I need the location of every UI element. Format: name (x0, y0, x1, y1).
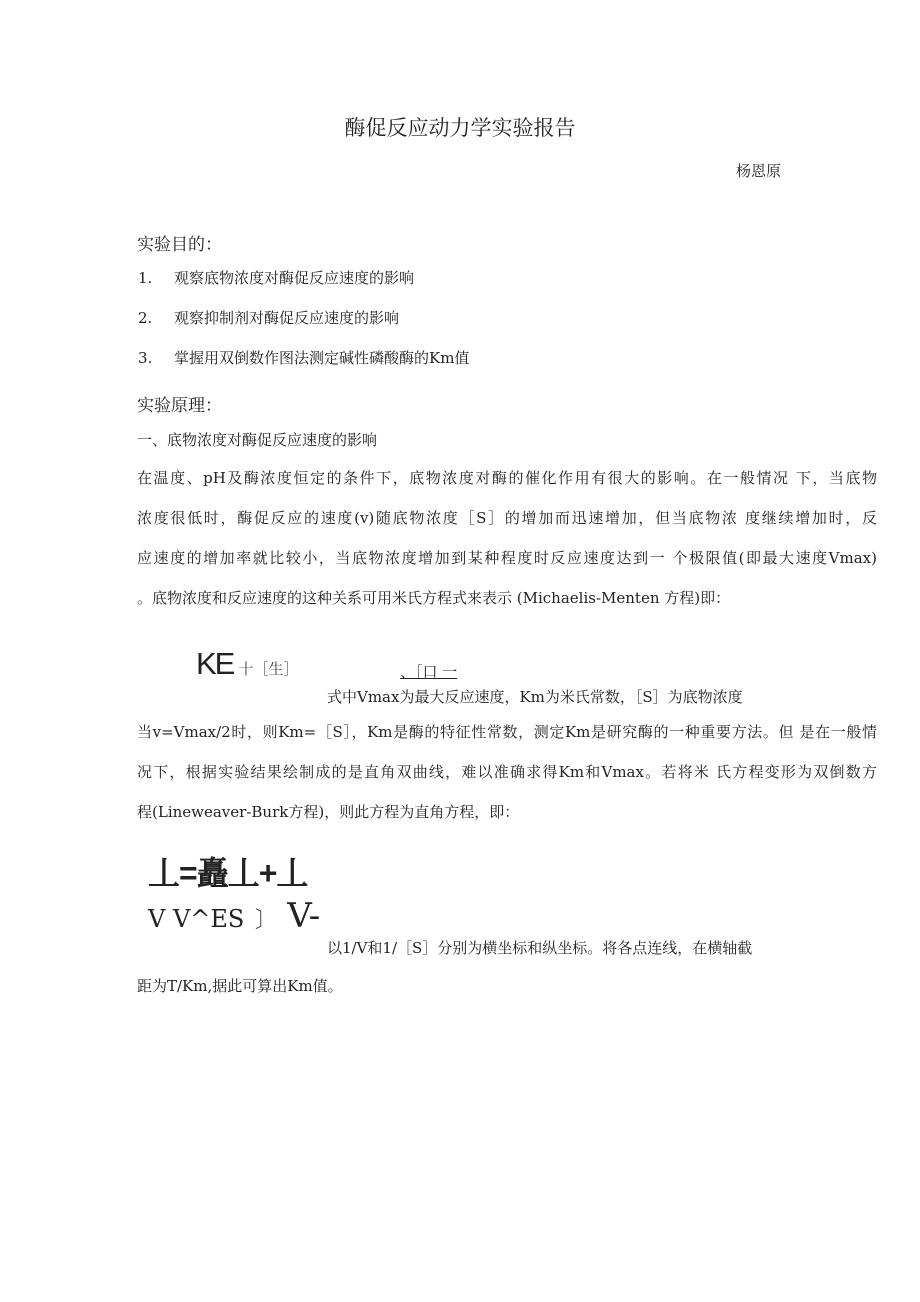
formula-denominators: V V^ES (148, 905, 245, 933)
purpose-item (138, 307, 399, 328)
principle-paragraph-2 (137, 712, 877, 832)
item-number: 2. (138, 309, 153, 327)
formula-term-substrate: 十［生］ (238, 660, 299, 678)
paragraph-line: 在温度、pH及酶浓度恒定的条件下，底物浓度对酶的催化作用有很大的影响。在一般情况 下，当底物 (137, 469, 877, 487)
paragraph-line: 。底物浓度和反应速度的这种关系可用米氏方程式来表示 (Michaelis-Menten 方程)即： (137, 589, 731, 607)
formula-caption: 式中Vmax为最大反应速度，Km为米氏常数，［S］为底物浓度 (327, 688, 743, 706)
paragraph-line: 浓度很低时，酶促反应的速度(v)随底物浓度［S］的增加而迅速增加，但当底物浓 度继续增加时，反 (137, 509, 877, 527)
paragraph-line: 程(Lineweaver-Burk方程)，则此方程为直角方程，即： (137, 803, 520, 821)
purpose-item (138, 347, 469, 368)
paragraph-line: 当v=Vmax/2时，则Km=［S］，Km是酶的特征性常数，测定Km是研究酶的一种重要方法。但 是在一般情 (137, 723, 877, 741)
author-name: 杨恩原 (736, 162, 782, 180)
item-text: 观察底物浓度对酶促反应速度的影响 (174, 269, 415, 287)
michaelis-menten-formula (196, 646, 298, 682)
plot-explanation-line: 以1/V和1/［S］分别为横坐标和纵坐标。将各点连线，在横轴截 (327, 939, 753, 957)
principle-paragraph-1 (137, 458, 877, 618)
item-number: 3. (138, 349, 153, 367)
plot-explanation-line: 距为T/Km,据此可算出Km值。 (137, 977, 343, 995)
formula-v-term: V- (287, 896, 321, 936)
formula-term-ke: KE (196, 646, 234, 681)
paragraph-line: 况下，根据实验结果绘制成的是直角双曲线，难以准确求得Km和Vmax。若将米 氏方程变形为双倒数方 (137, 763, 877, 781)
document-title: 酶促反应动力学实验报告 (344, 116, 576, 140)
lineweaver-burk-formula-bottom (148, 896, 320, 936)
item-text: 观察抑制剂对酶促反应速度的影响 (174, 309, 400, 327)
formula-bracket: 〕 (254, 907, 277, 932)
principle-subheading: 一、底物浓度对酶促反应速度的影响 (137, 431, 378, 449)
formula-term-right: 、［口 一 (400, 663, 458, 681)
paragraph-line: 应速度的增加率就比较小，当底物浓度增加到某种程度时反应速度达到一 个极限值(即最大速度Vmax) (137, 549, 877, 567)
purpose-heading: 实验目的： (137, 235, 222, 255)
item-text: 掌握用双倒数作图法测定碱性磷酸酶的Km值 (174, 349, 470, 367)
purpose-item (138, 267, 414, 288)
lineweaver-burk-formula-top: 丄=矗丄+丄 (148, 855, 308, 891)
item-number: 1. (138, 269, 153, 287)
principle-heading: 实验原理： (137, 396, 222, 416)
